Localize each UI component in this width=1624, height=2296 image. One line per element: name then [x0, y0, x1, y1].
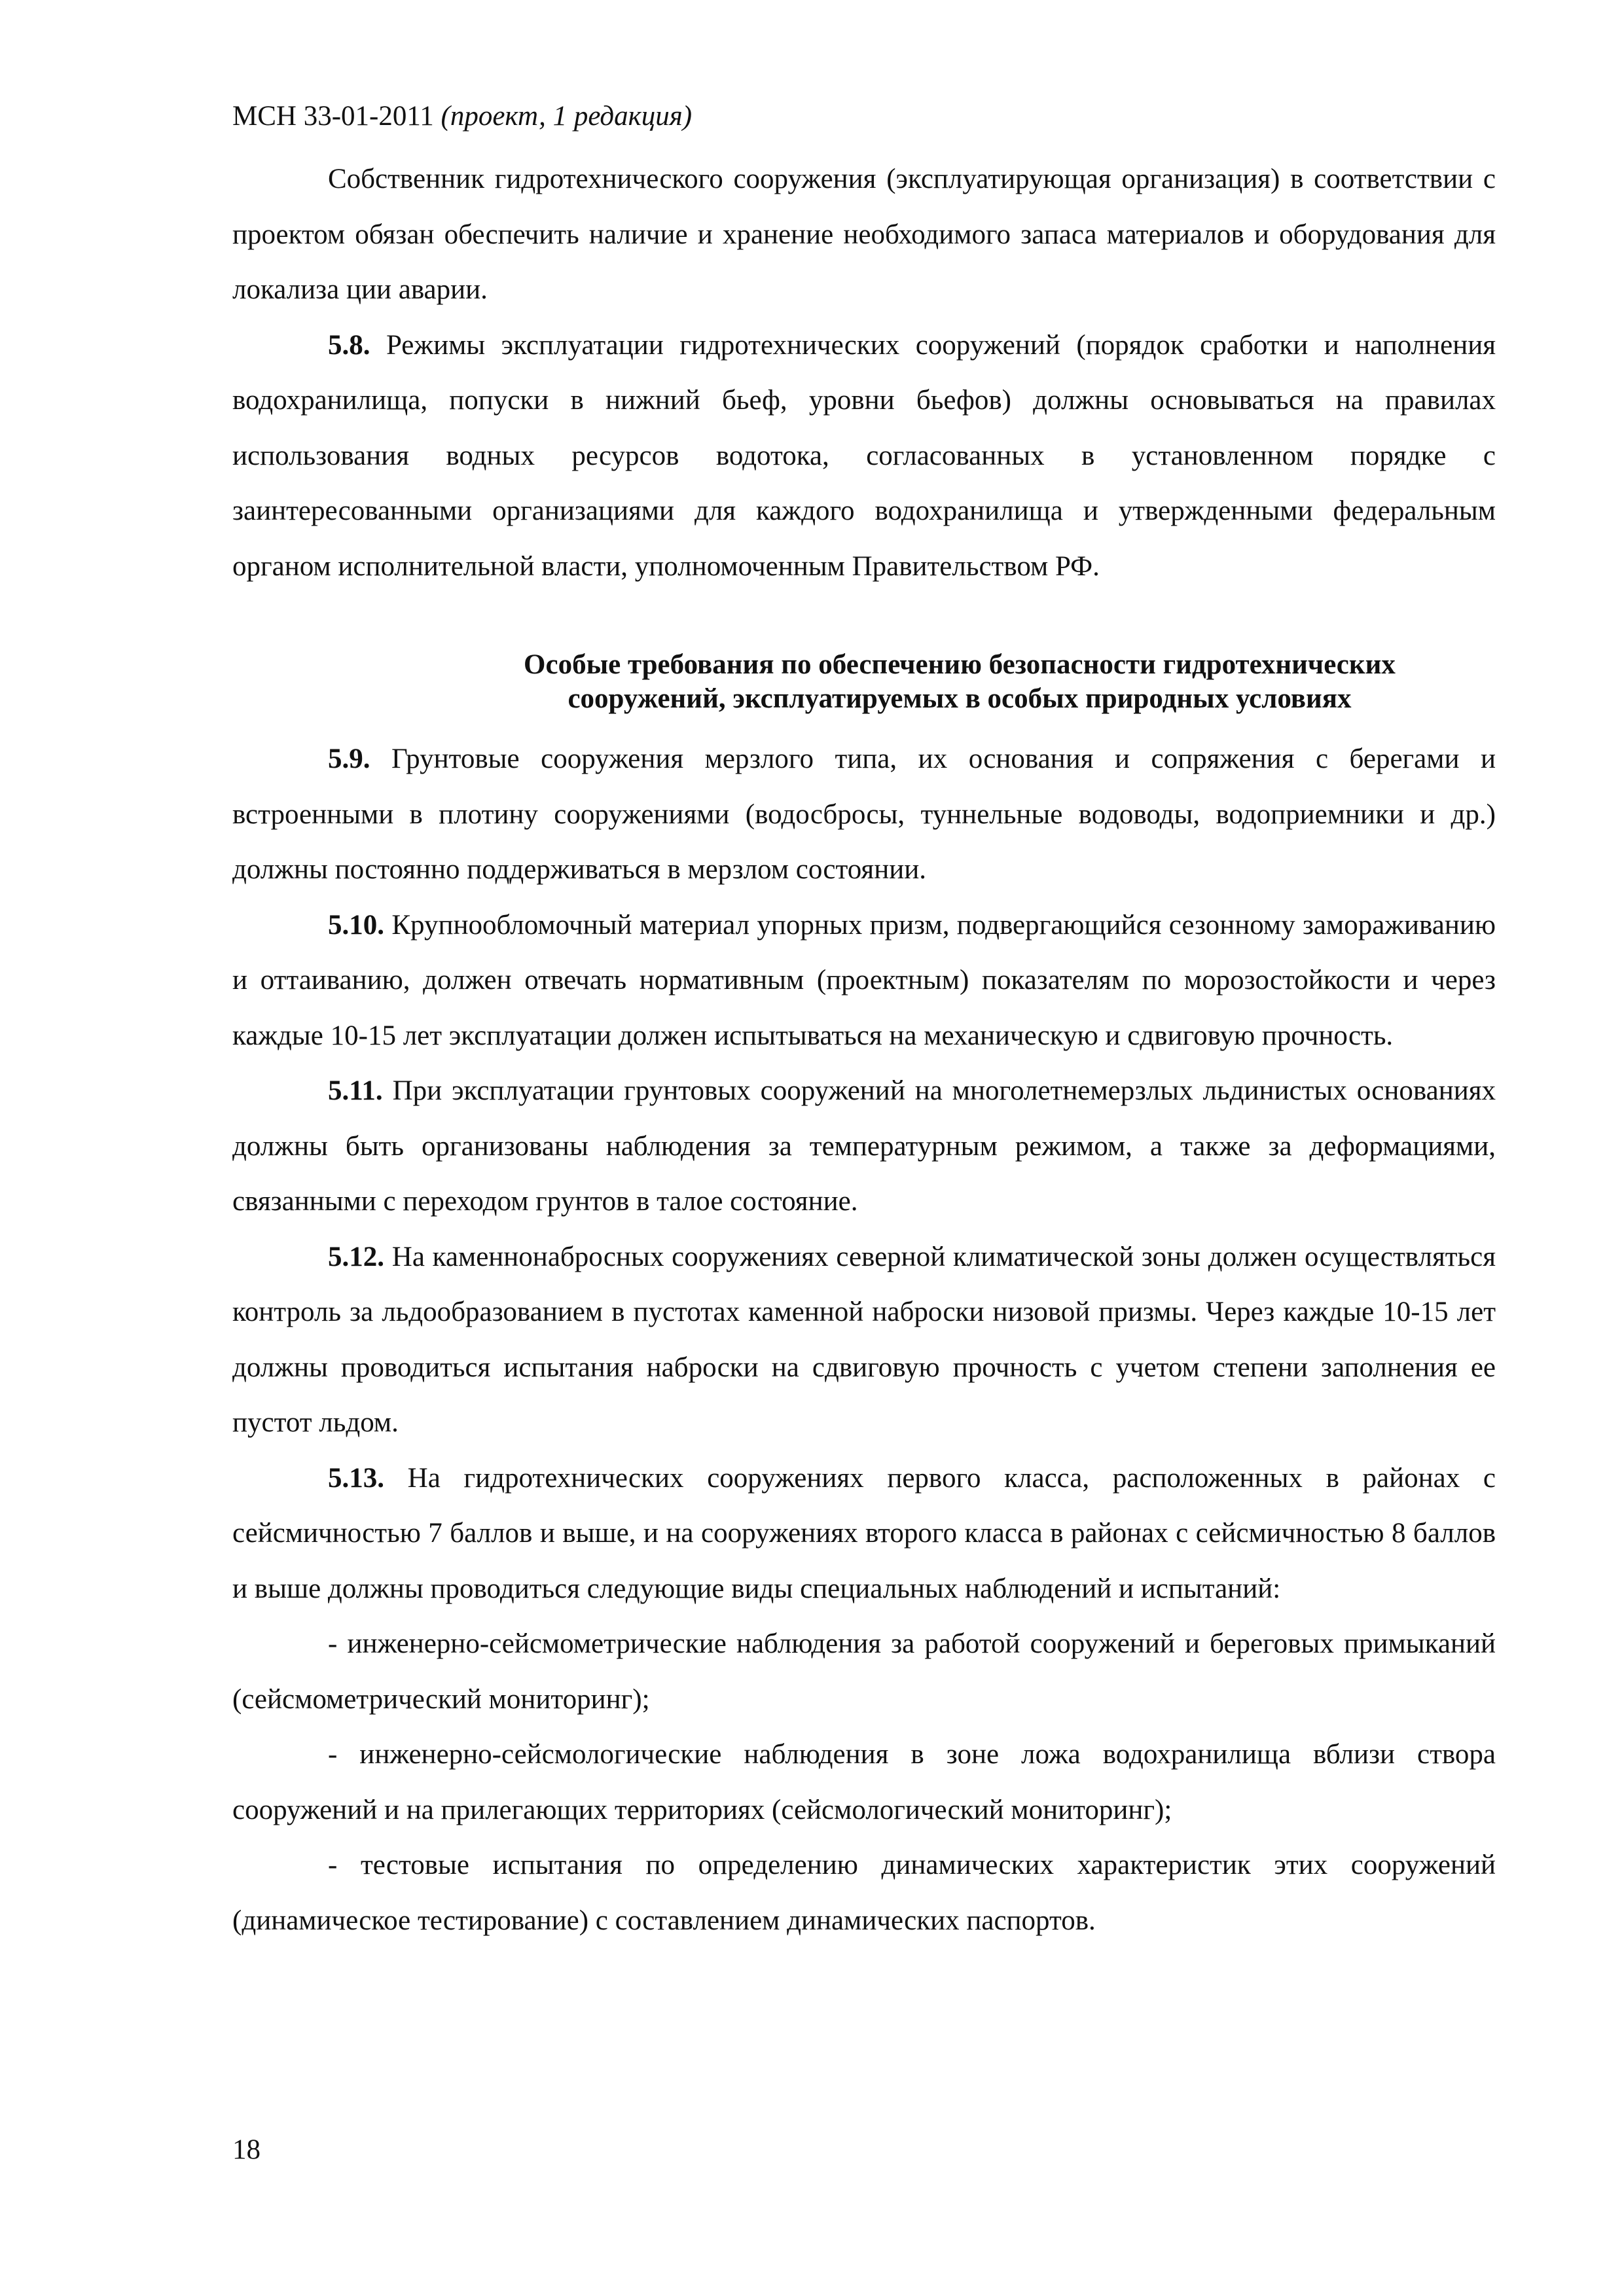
list-item-dynamic-testing: - тестовые испытания по определению динамических характеристик этих сооружений (динамическое тестирование) с составлением динамических паспортов. — [232, 1850, 1496, 1936]
running-header — [232, 98, 692, 135]
clause-text: На гидротехнических сооружениях первого класса, расположенных в районах с сейсмичностью 7 баллов и выше, и на сооружениях второго класса в районах с сейсмичностью 8 баллов и выше должны проводиться следующие виды специальных наблюдений и испытаний: — [232, 1462, 1496, 1604]
section-heading-line-2: сооружений, эксплуатируемых в особых природных условиях — [568, 683, 1352, 714]
clause-number: 5.11. — [328, 1075, 383, 1106]
paragraph-5-9 — [232, 732, 1496, 898]
list-item-seismometric: - инженерно-сейсмометрические наблюдения за работой сооружений и береговых примыканий (сейсмометрический мониторинг); — [232, 1628, 1496, 1715]
paragraph-5-8 — [232, 318, 1496, 595]
section-heading — [232, 648, 1496, 716]
clause-number: 5.8. — [328, 329, 370, 361]
paragraph-5-11 — [232, 1064, 1496, 1230]
page-number: 18 — [232, 2134, 261, 2165]
clause-text: Крупнообломочный материал упорных призм, подвергающийся сезонному замораживанию и оттаиванию, должен отвечать нормативным (проектным) показателям по морозостойкости и через каждые 10-15 лет эксплуатации должен испытываться на механическую и сдвиговую прочность. — [232, 909, 1496, 1051]
section-heading-line-1: Особые требования по обеспечению безопасности гидротехнических — [524, 649, 1396, 680]
list-item-seismological: - инженерно-сейсмологические наблюдения в зоне ложа водохранилища вблизи створа сооружений и на прилегающих территориях (сейсмологический мониторинг); — [232, 1739, 1496, 1825]
paragraph-owner: Собственник гидротехнического сооружения (эксплуатирующая организация) в соответствии с проектом обязан обеспечить наличие и хранение необходимого запаса материалов и оборудования для локализа ции аварии. — [232, 164, 1496, 305]
document-body — [232, 152, 1496, 1948]
clause-number: 5.10. — [328, 909, 384, 941]
clause-text: Режимы эксплуатации гидротехнических сооружений (порядок сработки и наполнения водохранилища, попуски в нижний бьеф, уровни бьефов) должны основываться на правилах использования водных ресурсов водотока, согласованных в установленном порядке с заинтересованными организациями для каждого водохранилища и утвержденными федеральным органом исполнительной власти, уполномоченным Правительством РФ. — [232, 329, 1496, 582]
paragraph-5-12 — [232, 1230, 1496, 1451]
clause-number: 5.13. — [328, 1462, 384, 1494]
clause-text: Грунтовые сооружения мерзлого типа, их основания и сопряжения с берегами и встроенными в плотину сооружениями (водосбросы, туннельные водоводы, водоприемники и др.) должны постоянно поддерживаться в мерзлом состоянии. — [232, 744, 1496, 885]
clause-text: На каменнонабросных сооружениях северной климатической зоны должен осуществляться контроль за льдообразованием в пустотах каменной наброски низовой призмы. Через каждые 10-15 лет должны проводиться испытания наброски на сдвиговую прочность с учетом степени заполнения ее пустот льдом. — [232, 1241, 1496, 1438]
document-edition-note: (проект, 1 редакция) — [441, 101, 693, 132]
clause-number: 5.9. — [328, 744, 370, 774]
clause-number: 5.12. — [328, 1241, 384, 1272]
paragraph-5-13 — [232, 1451, 1496, 1617]
paragraph-5-10 — [232, 898, 1496, 1064]
clause-text: При эксплуатации грунтовых сооружений на многолетнемерзлых льдинистых основаниях должны быть организованы наблюдения за температурным режимом, а также за деформациями, связанными с переходом грунтов в талое состояние. — [232, 1075, 1496, 1217]
document-code: МСН 33-01-2011 — [232, 101, 434, 132]
